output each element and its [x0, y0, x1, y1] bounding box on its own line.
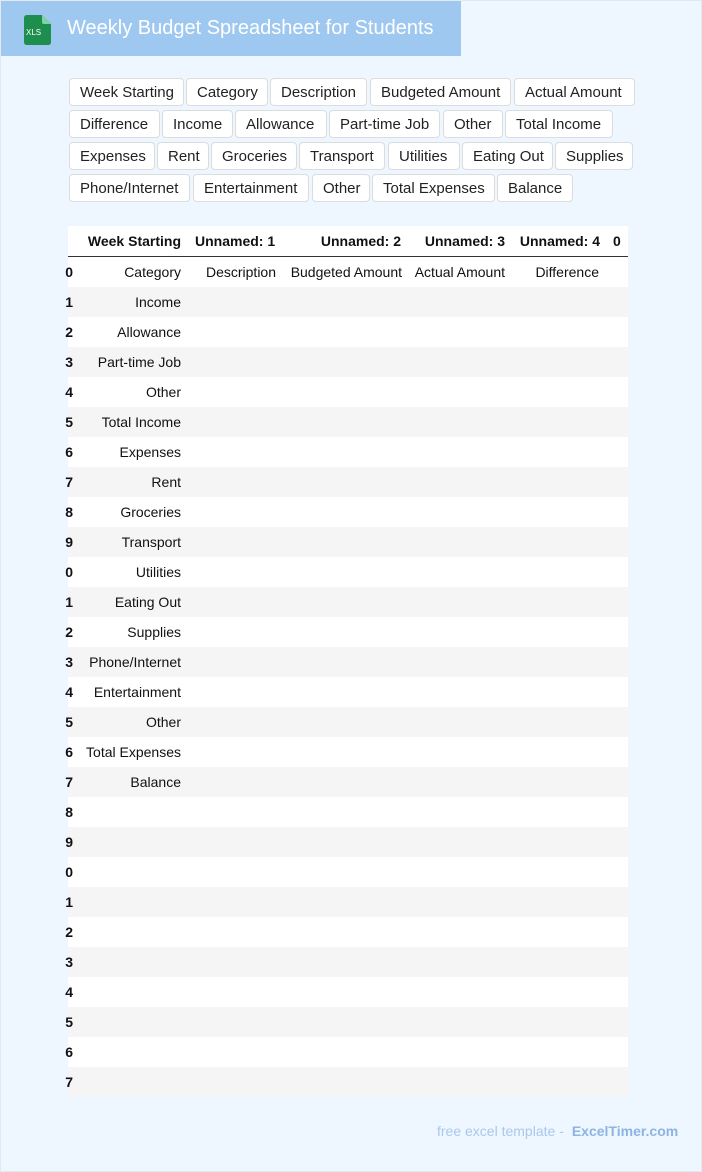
table-cell[interactable]	[68, 827, 181, 857]
table-cell[interactable]: Balance	[130, 774, 181, 790]
table-cell[interactable]: Budgeted Amount	[290, 264, 402, 280]
table-row	[65, 497, 628, 527]
table-cell[interactable]	[188, 317, 276, 347]
row-index: 6	[65, 744, 73, 760]
table-cell[interactable]	[282, 677, 402, 707]
table-cell[interactable]	[408, 647, 505, 677]
table-cell[interactable]	[508, 587, 599, 617]
table-cell[interactable]	[408, 1007, 505, 1037]
table-cell[interactable]	[408, 857, 505, 887]
table-cell[interactable]	[508, 1007, 599, 1037]
table-row	[65, 347, 628, 377]
table-cell[interactable]	[508, 497, 599, 527]
table-cell[interactable]	[68, 917, 181, 947]
row-index: 1	[65, 894, 73, 910]
table-cell[interactable]	[68, 1067, 181, 1097]
table-cell[interactable]: Entertainment	[93, 684, 181, 700]
row-index: 5	[65, 1014, 73, 1030]
table-row	[65, 1037, 628, 1067]
table-cell[interactable]	[508, 917, 599, 947]
table-cell[interactable]	[188, 767, 276, 797]
table-cell[interactable]: Supplies	[127, 624, 181, 640]
table-cell[interactable]	[188, 827, 276, 857]
table-cell[interactable]	[408, 947, 505, 977]
table-cell[interactable]	[508, 287, 599, 317]
table-cell[interactable]: Phone/Internet	[89, 654, 181, 670]
tag-balance[interactable]: Balance	[497, 174, 573, 202]
row-index: 4	[65, 984, 73, 1000]
row-index: 9	[65, 834, 73, 850]
table-cell[interactable]: Difference	[535, 264, 599, 280]
table-cell[interactable]	[188, 287, 276, 317]
table-cell[interactable]	[508, 527, 599, 557]
table-row	[65, 737, 628, 767]
table-cell[interactable]: Description	[205, 264, 276, 280]
table-cell[interactable]	[508, 437, 599, 467]
row-index: 7	[65, 1074, 73, 1090]
page-title: Weekly Budget Spreadsheet for Students	[67, 17, 434, 39]
table-cell[interactable]	[282, 857, 402, 887]
footer-credit	[437, 1123, 678, 1139]
table-row	[65, 677, 628, 707]
table-cell[interactable]: Expenses	[119, 444, 181, 460]
row-index: 6	[65, 1044, 73, 1060]
table-row	[65, 527, 628, 557]
table-cell[interactable]	[282, 347, 402, 377]
table-cell[interactable]	[282, 407, 402, 437]
table-cell[interactable]	[282, 887, 402, 917]
data-table	[65, 226, 628, 1096]
table-cell[interactable]	[408, 707, 505, 737]
table-row	[65, 887, 628, 917]
table-cell[interactable]: Part-time Job	[97, 354, 181, 370]
tag-rent[interactable]: Rent	[157, 142, 209, 170]
table-cell[interactable]: Allowance	[117, 324, 181, 340]
table-cell[interactable]	[188, 797, 276, 827]
row-index: 5	[65, 714, 73, 730]
table-cell[interactable]	[68, 857, 181, 887]
table-cell[interactable]	[508, 557, 599, 587]
tag-income[interactable]: Income	[162, 110, 233, 138]
row-index: 8	[65, 504, 73, 520]
table-cell[interactable]	[282, 1067, 402, 1097]
table-cell[interactable]	[282, 437, 402, 467]
tag-expenses[interactable]: Expenses	[69, 142, 155, 170]
column-header: Unnamed: 3	[424, 233, 505, 249]
table-cell[interactable]	[282, 317, 402, 347]
table-cell[interactable]	[188, 497, 276, 527]
table-row	[65, 377, 628, 407]
row-index: 6	[65, 444, 73, 460]
row-index: 1	[65, 594, 73, 610]
tag-part-time-job[interactable]: Part-time Job	[329, 110, 440, 138]
table-cell[interactable]	[282, 497, 402, 527]
table-cell[interactable]	[188, 377, 276, 407]
table-cell[interactable]	[188, 617, 276, 647]
table-cell[interactable]	[408, 797, 505, 827]
table-row	[65, 557, 628, 587]
table-cell[interactable]	[282, 707, 402, 737]
table-row	[65, 797, 628, 827]
row-index: 4	[65, 684, 73, 700]
table-cell[interactable]	[188, 977, 276, 1007]
table-cell[interactable]: Utilities	[135, 564, 181, 580]
app-header	[1, 1, 461, 56]
table-row	[65, 977, 628, 1007]
table-row	[65, 257, 628, 287]
table-row	[65, 617, 628, 647]
table-cell[interactable]	[188, 557, 276, 587]
table-cell[interactable]: Total Income	[101, 414, 181, 430]
tag-week-starting[interactable]: Week Starting	[69, 78, 184, 106]
table-cell[interactable]	[408, 317, 505, 347]
table-cell[interactable]	[408, 407, 505, 437]
footer-brand-link[interactable]: ExcelTimer.com	[571, 1123, 679, 1139]
column-header: Unnamed: 2	[320, 233, 401, 249]
table-cell[interactable]	[408, 287, 505, 317]
footer-prefix: free excel template -	[437, 1123, 564, 1139]
tag-entertainment[interactable]: Entertainment	[193, 174, 309, 202]
tag-budgeted-amount[interactable]: Budgeted Amount	[370, 78, 511, 106]
table-cell[interactable]	[282, 287, 402, 317]
table-cell[interactable]	[408, 737, 505, 767]
tag-eating-out[interactable]: Eating Out	[462, 142, 553, 170]
table-cell[interactable]: Category	[124, 264, 181, 280]
table-cell[interactable]	[188, 1067, 276, 1097]
row-index: 3	[65, 354, 73, 370]
table-cell[interactable]: Transport	[121, 534, 181, 550]
table-row	[65, 1007, 628, 1037]
table-cell[interactable]	[408, 467, 505, 497]
tag-difference[interactable]: Difference	[69, 110, 160, 138]
table-cell[interactable]	[68, 797, 181, 827]
tag-actual-amount[interactable]: Actual Amount	[514, 78, 635, 106]
table-cell[interactable]	[282, 1037, 402, 1067]
table-cell[interactable]	[508, 407, 599, 437]
table-header-row	[68, 226, 628, 257]
table-row	[65, 707, 628, 737]
table-cell[interactable]	[282, 647, 402, 677]
table-cell[interactable]	[408, 377, 505, 407]
row-index: 2	[65, 924, 73, 940]
table-cell[interactable]	[408, 527, 505, 557]
table-cell[interactable]	[508, 707, 599, 737]
table-cell[interactable]	[68, 1037, 181, 1067]
table-row	[65, 857, 628, 887]
table-cell[interactable]	[408, 557, 505, 587]
table-cell[interactable]	[508, 1067, 599, 1097]
table-cell[interactable]	[188, 527, 276, 557]
table-cell[interactable]	[408, 677, 505, 707]
table-row	[65, 317, 628, 347]
table-row	[65, 1067, 628, 1097]
table-cell[interactable]	[508, 737, 599, 767]
table-cell[interactable]	[188, 467, 276, 497]
table-cell[interactable]	[408, 1067, 505, 1097]
table-cell[interactable]	[188, 407, 276, 437]
table-cell[interactable]	[408, 347, 505, 377]
table-row	[65, 287, 628, 317]
table-cell[interactable]	[282, 557, 402, 587]
table-row	[65, 437, 628, 467]
table-cell[interactable]	[508, 377, 599, 407]
table-cell[interactable]	[188, 647, 276, 677]
svg-text:XLS: XLS	[26, 28, 42, 37]
tag-utilities[interactable]: Utilities	[388, 142, 460, 170]
row-index: 2	[65, 324, 73, 340]
table-cell[interactable]	[68, 947, 181, 977]
table-cell[interactable]	[188, 917, 276, 947]
table-cell[interactable]	[282, 947, 402, 977]
row-index: 9	[65, 534, 73, 550]
table-cell[interactable]	[282, 767, 402, 797]
table-row	[65, 587, 628, 617]
table-cell[interactable]	[508, 857, 599, 887]
table-cell[interactable]	[188, 347, 276, 377]
table-cell[interactable]	[408, 887, 505, 917]
table-cell[interactable]	[188, 737, 276, 767]
table-row	[65, 917, 628, 947]
table-cell[interactable]	[68, 887, 181, 917]
row-index: 5	[65, 414, 73, 430]
row-index: 1	[65, 294, 73, 310]
row-index: 0	[65, 264, 73, 280]
table-cell[interactable]	[188, 437, 276, 467]
table-cell[interactable]	[408, 827, 505, 857]
table-cell[interactable]: Other	[145, 714, 181, 730]
table-cell[interactable]	[408, 977, 505, 1007]
table-cell[interactable]	[68, 977, 181, 1007]
table-cell[interactable]	[282, 527, 402, 557]
column-header: Week Starting	[87, 233, 181, 249]
table-cell[interactable]	[188, 1037, 276, 1067]
row-index: 7	[65, 774, 73, 790]
table-cell[interactable]	[508, 317, 599, 347]
table-row	[65, 767, 628, 797]
column-header: 0	[613, 233, 621, 249]
tag-transport[interactable]: Transport	[299, 142, 385, 170]
table-cell[interactable]	[508, 797, 599, 827]
table-cell[interactable]	[408, 587, 505, 617]
table-cell[interactable]	[188, 587, 276, 617]
tag-other-expenses[interactable]: Other	[312, 174, 370, 202]
table-cell[interactable]: Income	[135, 294, 181, 310]
table-cell[interactable]	[188, 677, 276, 707]
table-cell[interactable]	[282, 797, 402, 827]
column-header: Unnamed: 1	[195, 233, 276, 249]
table-cell[interactable]	[408, 437, 505, 467]
table-cell[interactable]	[508, 827, 599, 857]
tag-phone-internet[interactable]: Phone/Internet	[69, 174, 190, 202]
table-cell[interactable]	[508, 977, 599, 1007]
table-cell[interactable]	[408, 617, 505, 647]
table-row	[65, 947, 628, 977]
table-cell[interactable]	[508, 647, 599, 677]
row-index: 0	[65, 564, 73, 580]
table-cell[interactable]	[408, 767, 505, 797]
table-cell[interactable]	[408, 917, 505, 947]
tag-category[interactable]: Category	[186, 78, 268, 106]
table-cell[interactable]	[282, 1007, 402, 1037]
table-row	[65, 827, 628, 857]
row-index: 4	[65, 384, 73, 400]
row-index: 8	[65, 804, 73, 820]
table-cell[interactable]	[508, 887, 599, 917]
table-cell[interactable]	[188, 887, 276, 917]
table-cell[interactable]	[508, 347, 599, 377]
table-cell[interactable]	[508, 1037, 599, 1067]
table-cell[interactable]: Total Expenses	[86, 744, 181, 760]
table-cell[interactable]	[282, 737, 402, 767]
table-cell[interactable]	[188, 857, 276, 887]
table-cell[interactable]	[188, 947, 276, 977]
table-cell[interactable]	[188, 1007, 276, 1037]
table-cell[interactable]	[188, 707, 276, 737]
table-cell[interactable]	[282, 377, 402, 407]
tag-supplies[interactable]: Supplies	[555, 142, 633, 170]
table-cell[interactable]	[282, 977, 402, 1007]
table-cell[interactable]: Rent	[151, 474, 181, 490]
table-cell[interactable]	[508, 617, 599, 647]
table-cell[interactable]	[508, 677, 599, 707]
table-row	[65, 467, 628, 497]
table-cell[interactable]	[282, 617, 402, 647]
row-index: 3	[65, 954, 73, 970]
table-row	[65, 647, 628, 677]
tag-description[interactable]: Description	[270, 78, 367, 106]
table-cell[interactable]	[282, 467, 402, 497]
table-cell[interactable]	[282, 587, 402, 617]
tag-total-income[interactable]: Total Income	[505, 110, 613, 138]
table-cell[interactable]: Groceries	[120, 504, 181, 520]
table-cell[interactable]	[68, 1007, 181, 1037]
row-index: 3	[65, 654, 73, 670]
table-cell[interactable]: Eating Out	[114, 594, 181, 610]
tag-other[interactable]: Other	[443, 110, 503, 138]
row-index: 2	[65, 624, 73, 640]
table-cell[interactable]	[508, 467, 599, 497]
tag-allowance[interactable]: Allowance	[235, 110, 327, 138]
table-cell[interactable]	[408, 497, 505, 527]
table-cell[interactable]	[508, 767, 599, 797]
row-index: 7	[65, 474, 73, 490]
table-cell[interactable]: Other	[145, 384, 181, 400]
column-header: Unnamed: 4	[519, 233, 600, 249]
tag-total-expenses[interactable]: Total Expenses	[372, 174, 495, 202]
xls-file-icon	[23, 15, 51, 45]
table-cell[interactable]	[508, 947, 599, 977]
table-row	[65, 407, 628, 437]
table-cell[interactable]	[282, 827, 402, 857]
table-cell[interactable]	[408, 1037, 505, 1067]
table-cell[interactable]	[282, 917, 402, 947]
row-index: 0	[65, 864, 73, 880]
tag-groceries[interactable]: Groceries	[211, 142, 297, 170]
table-cell[interactable]: Actual Amount	[414, 264, 505, 280]
